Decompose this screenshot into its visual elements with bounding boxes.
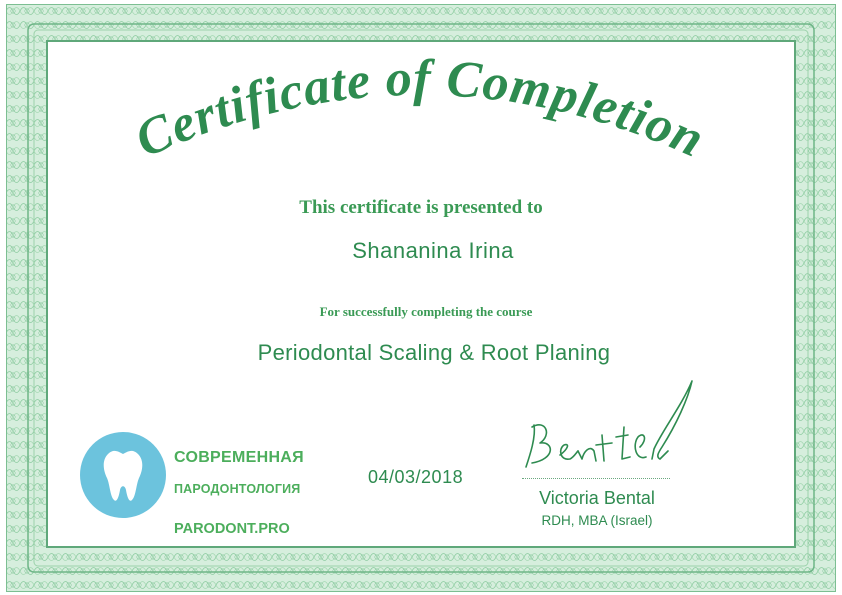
signature-line — [522, 478, 670, 479]
certificate-title — [100, 50, 740, 180]
signatory-credentials: RDH, MBA (Israel) — [541, 513, 653, 528]
organization-name-line1: СОВРЕМЕННАЯ — [174, 449, 304, 466]
organization-logo — [80, 432, 166, 518]
course-name: Periodontal Scaling & Root Planing — [257, 340, 611, 365]
organization-website: PARODONT.PRO — [174, 521, 290, 537]
tooth-icon — [98, 448, 148, 504]
certificate-date: 04/03/2018 — [368, 467, 464, 487]
course-intro-line: For successfully completing the course — [319, 304, 533, 319]
organization-name-line2: ПАРОДОНТОЛОГИЯ — [174, 482, 301, 496]
presented-to-line: This certificate is presented to — [299, 197, 543, 218]
signature — [512, 375, 702, 485]
signatory-name: Victoria Bental — [539, 488, 655, 508]
svg-text:Certificate of Completion: Certificate of Completion — [127, 50, 713, 169]
recipient-name: Shananina Irina — [352, 238, 514, 263]
